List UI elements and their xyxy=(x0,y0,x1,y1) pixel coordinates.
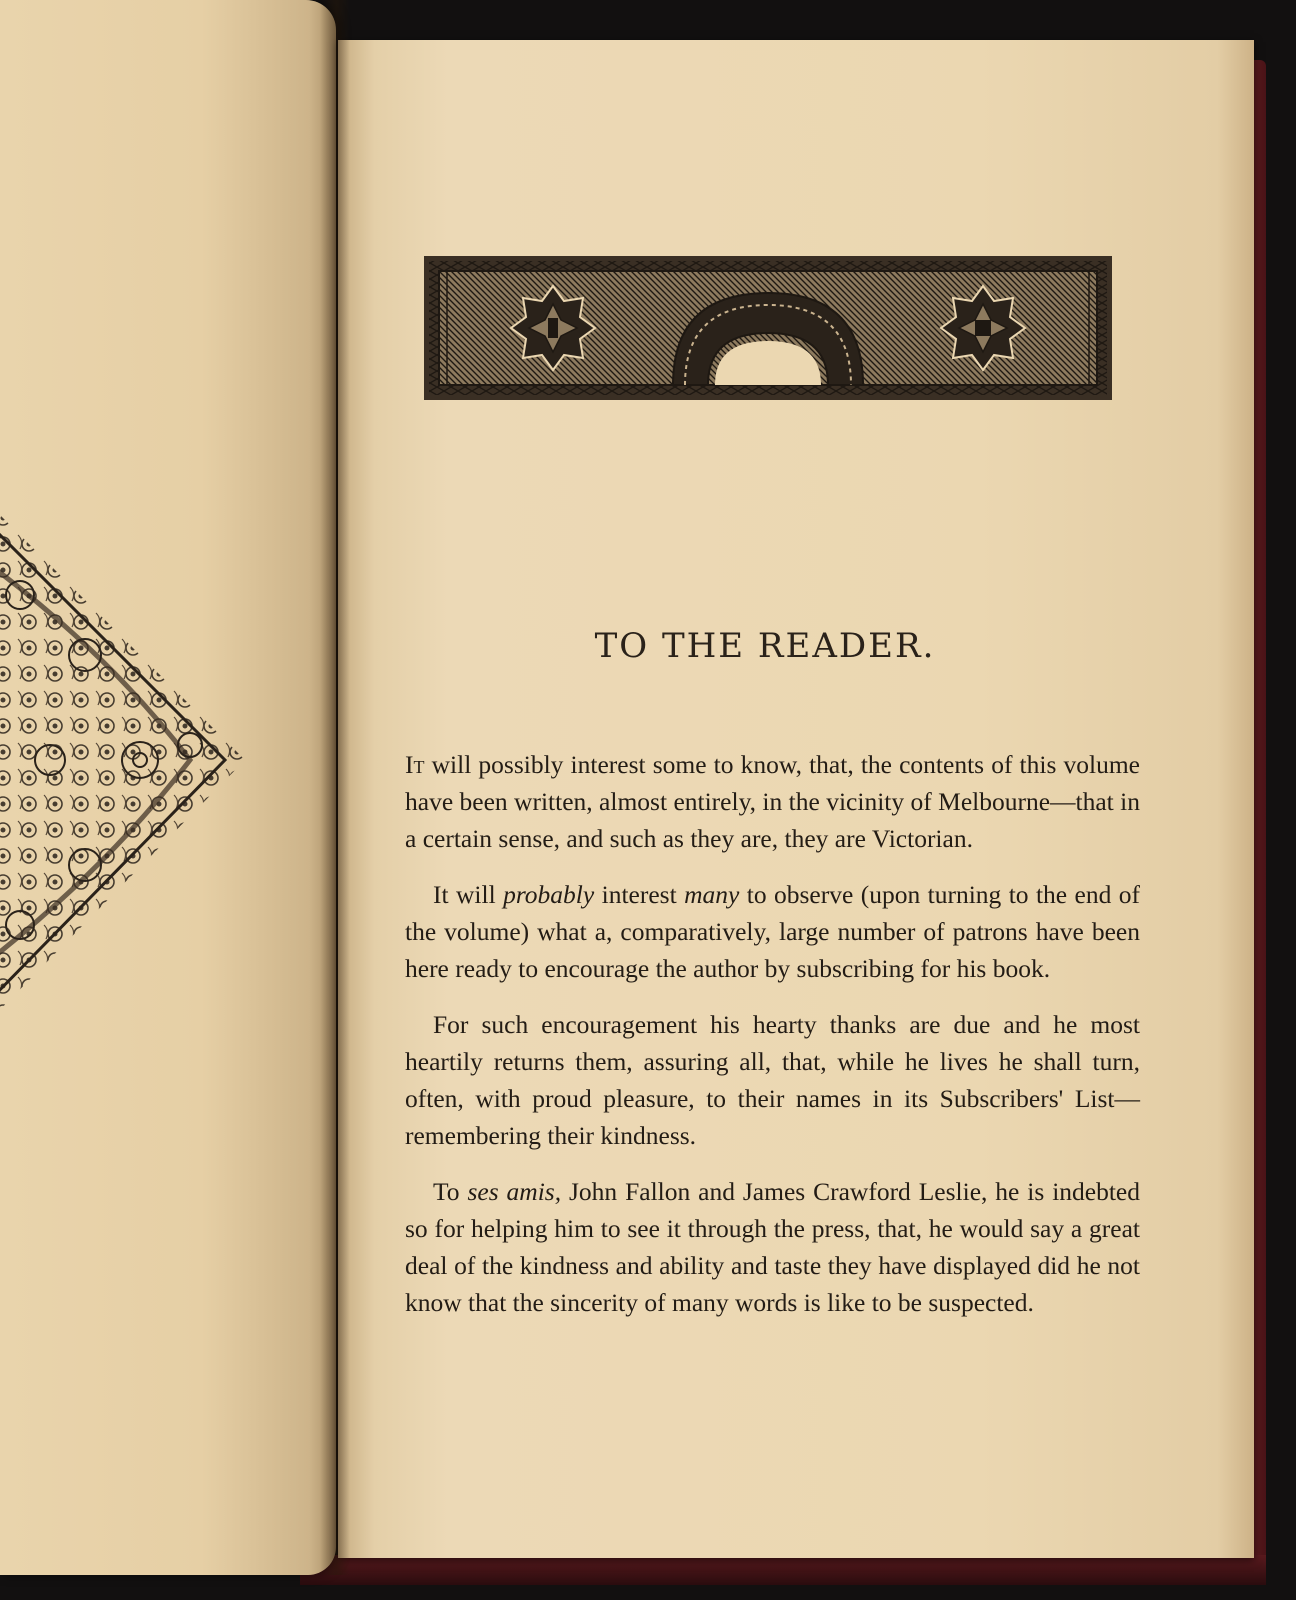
page-title: TO THE READER. xyxy=(594,626,936,666)
paragraph-1 xyxy=(405,746,1140,857)
paragraph-1-text: will possibly interest some to know, that, the contents of this volume have been written, almost entirely, in the vicinity of Melbourne—that in a certain sense, and such as they are, they are Victorian. xyxy=(405,750,1140,853)
paragraph-2-emphasis-1: probably xyxy=(503,880,595,909)
paragraph-4-part1: To xyxy=(433,1177,468,1206)
paragraph-4-emphasis: ses amis, xyxy=(467,1177,562,1206)
paragraph-4 xyxy=(405,1173,1140,1321)
paragraph-2-part2: interest xyxy=(594,880,685,909)
paragraph-2-part1: It will xyxy=(433,880,504,909)
left-page xyxy=(0,0,336,1575)
paragraph-2-part3: to observe (upon turning to the end of the volume) what a, comparatively, large number of patrons have been here ready to encourage the author by subscribing for his book. xyxy=(405,880,1140,983)
ornamental-headpiece-icon xyxy=(423,255,1113,401)
paragraph-3: For such encouragement his hearty thanks are due and he most heartily returns them, assuring all, that, while he lives he shall turn, often, with proud pleasure, to their names in its Subscribers' List—remembering their kindness. xyxy=(405,1010,1140,1150)
paragraph-2 xyxy=(405,876,1140,987)
paragraph-2-emphasis-2: many xyxy=(684,880,740,909)
gutter-shadow xyxy=(320,0,350,1575)
book-cover-bottom xyxy=(300,1555,1266,1585)
floral-lozenge-ornament-icon xyxy=(0,505,260,1025)
paragraph-4-part2: John Fallon and James Crawford Leslie, he is indebted so for helping him to see it through the press, that, he would say a great deal of the kindness and ability and taste they have displayed did he not know that the sincerity of many words is like to be suspected. xyxy=(405,1177,1140,1317)
body-text xyxy=(405,746,1140,1340)
paragraph-1-lead: It xyxy=(405,750,425,779)
